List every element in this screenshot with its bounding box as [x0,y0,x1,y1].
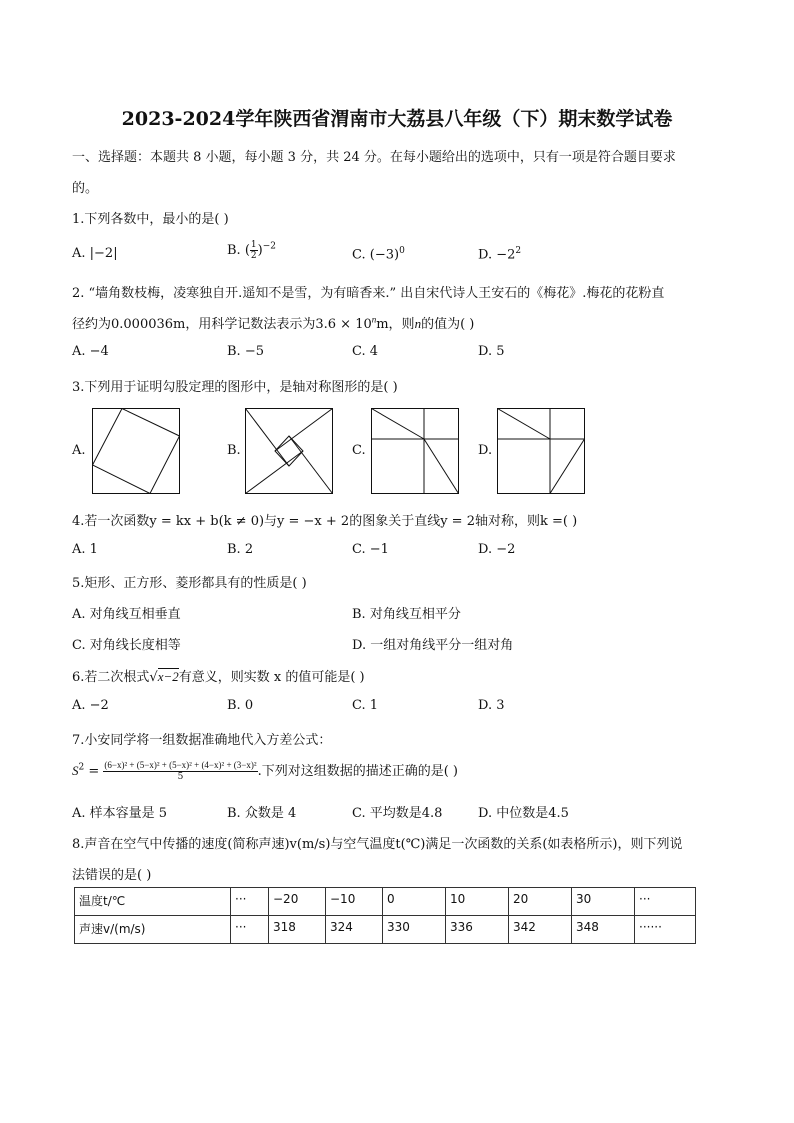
q2-option-b: B. −5 [227,344,264,359]
table-cell: 声速v/(m/s) [75,916,231,944]
q6-radicand: x−2 [157,669,179,684]
q3-option-d-label: D. [478,443,493,458]
table-row [75,888,696,916]
table-cell: 324 [326,916,383,944]
formula-lhs: S [72,763,79,778]
q7-option-a: A. 样本容量是 5 [72,806,168,821]
table-cell: 336 [446,916,509,944]
q7-option-d: D. 中位数是4.5 [478,806,569,821]
formula-equals: = [84,764,100,779]
formula-lhs-exponent: 2 [78,762,85,773]
q1-option-d-base: D. −2 [478,247,516,263]
q2-line2-part-b: m，则 [376,317,415,332]
q2-variable-n: n [414,316,422,331]
table-cell: 10 [446,888,509,916]
q1-option-d-exponent: 2 [515,246,522,256]
section-heading: 一、选择题：本题共 8 小题，每小题 3 分，共 24 分。在每小题给出的选项中，只有一项是符合题目要求 [72,150,676,165]
question-4-stem: 4.若一次函数y = kx + b(k ≠ 0)与y = −x + 2的图象关于直线y = 2轴对称，则k =( ) [72,514,578,529]
q4-option-b: B. 2 [227,542,254,557]
q1-option-b-suffix: ) [257,243,263,258]
table-cell: 330 [383,916,446,944]
table-cell: ··· [231,888,269,916]
q1-option-b-exponent: −2 [262,241,276,252]
table-cell: 342 [509,916,572,944]
q4-option-a: A. 1 [72,542,98,557]
q1-fraction-numerator: 1 [250,240,257,250]
q7-option-c: C. 平均数是4.8 [352,806,443,821]
q1-option-a: A. |−2| [72,246,118,261]
table-cell: 318 [269,916,326,944]
variance-formula [72,760,458,783]
q6-stem-part-b: 有意义，则实数 x 的值可能是( ) [178,670,365,685]
question-2-line2 [72,313,474,332]
formula-denominator: 5 [177,772,184,782]
q2-line2-part-c: 的值为( ) [421,317,475,332]
q5-option-d: D. 一组对角线平分一组对角 [352,638,514,653]
formula-fraction [103,760,257,783]
formula-numerator: (6−x)² + (5−x)² + (5−x)² + (4−x)² + (3−x)² [104,760,257,770]
q1-option-d [478,246,521,262]
q6-option-a: A. −2 [72,698,109,713]
q3-figure-d [497,408,585,494]
q2-line2-part-a: 径约为0.000036m，用科学记数法表示为3.6 × 10 [72,317,372,332]
q3-option-c-label: C. [352,443,366,458]
table-cell: ··· [231,916,269,944]
q2-option-d: D. 5 [478,344,505,359]
q3-option-b-label: B. [227,443,241,458]
q1-option-c-base: C. (−3) [352,247,400,263]
question-3-stem: 3.下列用于证明勾股定理的图形中，是轴对称图形的是( ) [72,380,398,395]
q1-option-b [227,240,276,261]
page-title: 2023-2024学年陕西省渭南市大荔县八年级（下）期末数学试卷 [121,108,673,130]
sqrt-symbol-icon: √ [149,670,158,685]
q2-option-c: C. 4 [352,344,379,359]
question-1-stem: 1.下列各数中，最小的是( ) [72,212,229,227]
q5-option-c: C. 对角线长度相等 [72,638,181,653]
q3-figure-c [371,408,459,494]
question-8-line2: 法错误的是( ) [72,868,152,883]
q7-option-b: B. 众数是 4 [227,806,297,821]
section-heading-cont: 的。 [72,181,99,196]
q1-fraction-denominator: 2 [250,251,257,261]
q6-stem-part-a: 6.若二次根式 [72,670,150,685]
q1-option-c [352,246,405,262]
q2-option-a: A. −4 [72,344,109,359]
table-cell: −20 [269,888,326,916]
table-cell: −10 [326,888,383,916]
q1-option-c-exponent: 0 [399,246,405,256]
table-cell: 20 [509,888,572,916]
q5-option-a: A. 对角线互相垂直 [72,607,181,622]
table-row [75,916,696,944]
q6-option-d: D. 3 [478,698,505,713]
question-5-stem: 5.矩形、正方形、菱形都具有的性质是( ) [72,576,307,591]
table-cell: 温度t/℃ [75,888,231,916]
q3-figure-b [245,408,333,494]
q3-figure-a [92,408,180,494]
question-6-stem [72,666,365,685]
table-cell: 348 [572,916,635,944]
table-cell: ··· [635,888,696,916]
q5-option-b: B. 对角线互相平分 [352,607,461,622]
q1-option-b-prefix: B. ( [227,243,250,258]
q6-option-c: C. 1 [352,698,379,713]
q4-option-d: D. −2 [478,542,516,557]
q1-option-b-fraction [250,240,258,261]
speed-temperature-table [74,887,696,944]
question-2-line1: 2. “墙角数枝梅，凌寒独自开.遥知不是雪，为有暗香来.” 出自宋代诗人王安石的《梅花》.梅花的花粉直 [72,286,665,301]
q6-option-b: B. 0 [227,698,254,713]
q3-option-a-label: A. [72,443,86,458]
question-7-stem: 7.小安同学将一组数据准确地代入方差公式： [72,733,332,748]
formula-tail: .下列对这组数据的描述正确的是( ) [257,764,458,779]
question-8-line1: 8.声音在空气中传播的速度(简称声速)v(m/s)与空气温度t(℃)满足一次函数的关系(如表格所示)，则下列说 [72,837,683,852]
q4-option-c: C. −1 [352,542,389,557]
table-cell: 0 [383,888,446,916]
q2-exponent: n [371,314,377,325]
table-cell: 30 [572,888,635,916]
table-cell: ······ [635,916,696,944]
